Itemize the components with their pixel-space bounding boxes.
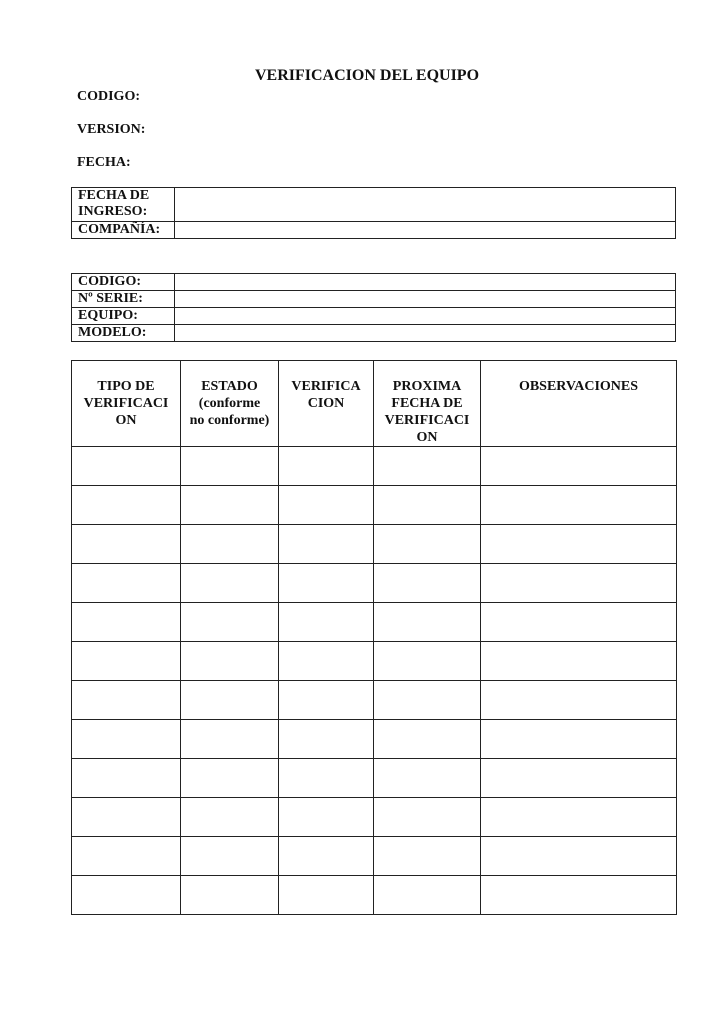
company-info-table <box>71 187 676 239</box>
table-cell[interactable] <box>374 603 481 642</box>
table-cell[interactable] <box>279 798 374 837</box>
company-label: COMPAÑÍA: <box>72 222 175 239</box>
table-cell[interactable] <box>374 837 481 876</box>
table-cell[interactable] <box>374 525 481 564</box>
code-label: CODIGO: <box>77 89 140 104</box>
column-header-next-verification-date <box>374 361 481 447</box>
table-cell[interactable] <box>374 642 481 681</box>
header-text: VERIFICACI <box>83 396 169 411</box>
serial-row <box>72 291 676 308</box>
model-row <box>72 325 676 342</box>
table-cell[interactable] <box>72 603 181 642</box>
header-text: no conforme) <box>189 413 270 428</box>
table-cell[interactable] <box>279 681 374 720</box>
serial-label: Nº SERIE: <box>72 291 175 308</box>
entry-date-label-line1: FECHA DE <box>78 188 150 203</box>
header-text: TIPO DE <box>97 379 155 394</box>
header-text: ESTADO <box>201 379 258 394</box>
table-cell[interactable] <box>481 603 677 642</box>
table-cell[interactable] <box>279 876 374 915</box>
table-cell[interactable] <box>481 447 677 486</box>
table-cell[interactable] <box>72 876 181 915</box>
table-cell[interactable] <box>181 642 279 681</box>
table-row <box>72 720 677 759</box>
model-field[interactable] <box>175 325 676 342</box>
table-cell[interactable] <box>374 564 481 603</box>
equipment-code-label: CODIGO: <box>72 274 175 291</box>
version-label: VERSION: <box>77 122 146 137</box>
table-cell[interactable] <box>181 603 279 642</box>
header-text: ON <box>115 413 137 428</box>
header-text: OBSERVACIONES <box>518 379 639 394</box>
date-label: FECHA: <box>77 155 131 170</box>
table-cell[interactable] <box>481 798 677 837</box>
table-cell[interactable] <box>181 486 279 525</box>
table-cell[interactable] <box>72 759 181 798</box>
table-cell[interactable] <box>374 759 481 798</box>
entry-date-label-line2: INGRESO: <box>78 204 148 219</box>
table-cell[interactable] <box>279 603 374 642</box>
model-label: MODELO: <box>72 325 175 342</box>
table-row <box>72 525 677 564</box>
column-header-observations <box>481 361 677 447</box>
table-cell[interactable] <box>374 486 481 525</box>
header-text: VERIFICACI <box>384 413 470 428</box>
table-cell[interactable] <box>279 525 374 564</box>
table-cell[interactable] <box>279 447 374 486</box>
header-text: PROXIMA <box>392 379 462 394</box>
table-cell[interactable] <box>481 486 677 525</box>
table-cell[interactable] <box>72 837 181 876</box>
table-row <box>72 447 677 486</box>
page-title: VERIFICACION DEL EQUIPO <box>254 67 480 84</box>
table-cell[interactable] <box>279 759 374 798</box>
table-cell[interactable] <box>481 681 677 720</box>
header-text: ON <box>416 430 438 445</box>
table-row <box>72 564 677 603</box>
table-row <box>72 603 677 642</box>
table-cell[interactable] <box>72 798 181 837</box>
table-cell[interactable] <box>374 720 481 759</box>
table-cell[interactable] <box>374 798 481 837</box>
table-cell[interactable] <box>181 681 279 720</box>
serial-field[interactable] <box>175 291 676 308</box>
header-text: CION <box>307 396 345 411</box>
table-cell[interactable] <box>279 642 374 681</box>
table-row <box>72 837 677 876</box>
entry-date-label <box>72 188 175 222</box>
entry-date-field[interactable] <box>175 188 676 222</box>
column-header-status <box>181 361 279 447</box>
table-cell[interactable] <box>279 837 374 876</box>
table-cell[interactable] <box>279 720 374 759</box>
table-cell[interactable] <box>279 486 374 525</box>
header-text: (conforme <box>198 396 261 411</box>
table-cell[interactable] <box>374 876 481 915</box>
table-cell[interactable] <box>279 564 374 603</box>
table-cell[interactable] <box>481 837 677 876</box>
table-cell[interactable] <box>181 447 279 486</box>
equipment-info-table <box>71 273 676 342</box>
table-cell[interactable] <box>481 525 677 564</box>
table-cell[interactable] <box>72 720 181 759</box>
table-cell[interactable] <box>481 720 677 759</box>
equipment-code-field[interactable] <box>175 274 676 291</box>
table-row <box>72 681 677 720</box>
table-cell[interactable] <box>181 876 279 915</box>
equipment-code-row <box>72 274 676 291</box>
table-cell[interactable] <box>374 681 481 720</box>
table-cell[interactable] <box>72 681 181 720</box>
table-row <box>72 486 677 525</box>
table-row <box>72 759 677 798</box>
equipment-row <box>72 308 676 325</box>
table-row <box>72 876 677 915</box>
table-cell[interactable] <box>72 447 181 486</box>
column-header-verification <box>279 361 374 447</box>
equipment-label: EQUIPO: <box>72 308 175 325</box>
header-text: FECHA DE <box>391 396 463 411</box>
table-cell[interactable] <box>481 876 677 915</box>
table-cell[interactable] <box>181 837 279 876</box>
table-cell[interactable] <box>181 720 279 759</box>
table-cell[interactable] <box>481 759 677 798</box>
table-cell[interactable] <box>481 642 677 681</box>
table-cell[interactable] <box>72 486 181 525</box>
table-cell[interactable] <box>72 564 181 603</box>
verification-body <box>72 447 677 915</box>
column-header-verification-type <box>72 361 181 447</box>
table-cell[interactable] <box>72 525 181 564</box>
entry-date-row <box>72 188 676 222</box>
table-cell[interactable] <box>181 564 279 603</box>
verification-table <box>71 360 677 915</box>
table-cell[interactable] <box>181 525 279 564</box>
table-cell[interactable] <box>72 642 181 681</box>
company-field[interactable] <box>175 222 676 239</box>
company-row <box>72 222 676 239</box>
table-cell[interactable] <box>374 447 481 486</box>
table-row <box>72 798 677 837</box>
header-text: VERIFICA <box>291 379 361 394</box>
table-cell[interactable] <box>481 564 677 603</box>
equipment-field[interactable] <box>175 308 676 325</box>
table-row <box>72 642 677 681</box>
table-cell[interactable] <box>181 798 279 837</box>
table-cell[interactable] <box>181 759 279 798</box>
verification-header-row <box>72 361 677 447</box>
